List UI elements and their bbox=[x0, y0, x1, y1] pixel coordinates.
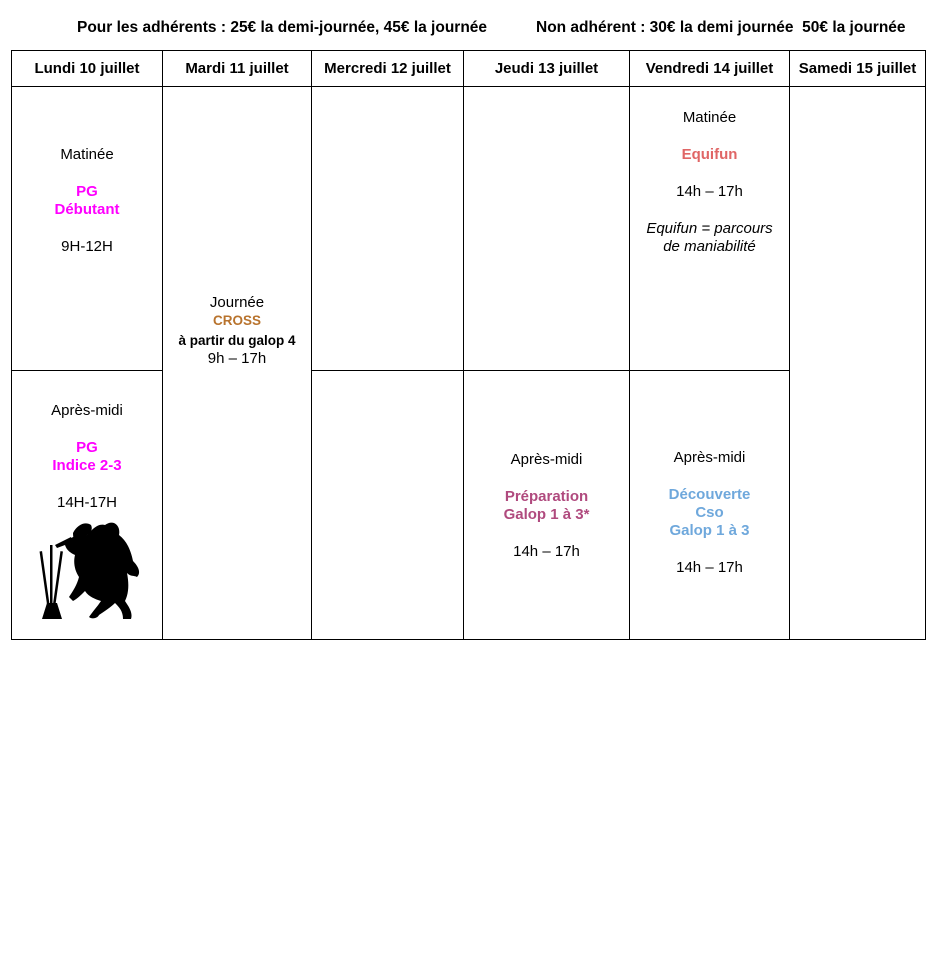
lundi-afternoon-cell bbox=[12, 402, 162, 512]
time-range: 9H-12H bbox=[61, 238, 113, 255]
pricing-line bbox=[0, 19, 947, 39]
header-mercredi: Mercredi 12 juillet bbox=[324, 59, 451, 77]
period-label: Matinée bbox=[60, 146, 114, 163]
lundi-morning-cell bbox=[12, 146, 162, 256]
note-line: de maniabilité bbox=[663, 238, 756, 255]
header-samedi: Samedi 15 juillet bbox=[798, 59, 917, 77]
activity-subname: Cso bbox=[695, 504, 724, 521]
mardi-day-cell bbox=[163, 294, 311, 368]
period-label: Après-midi bbox=[510, 451, 583, 468]
note-line: Equifun = parcours bbox=[646, 220, 773, 237]
period-label: Après-midi bbox=[673, 449, 746, 466]
jeudi-afternoon-cell bbox=[464, 451, 629, 561]
activity-name: PG bbox=[76, 439, 98, 456]
table-right-border bbox=[925, 50, 926, 640]
non-member-pricing: Non adhérent : 30€ la demi journée 50€ la journée bbox=[536, 19, 906, 36]
header-jeudi: Jeudi 13 juillet bbox=[494, 59, 599, 77]
activity-name: Equifun bbox=[681, 146, 738, 163]
schedule-table bbox=[11, 50, 926, 640]
time-range: 9h – 17h bbox=[207, 350, 267, 367]
header-mardi: Mardi 11 juillet bbox=[185, 59, 289, 77]
table-left-border bbox=[11, 50, 12, 640]
time-range: 14h – 17h bbox=[676, 559, 743, 576]
lundi-divider bbox=[11, 370, 162, 371]
activity-level: Galop 1 à 3* bbox=[503, 506, 590, 523]
midday-divider bbox=[311, 370, 789, 371]
activity-level: Indice 2-3 bbox=[52, 457, 122, 474]
period-label: Matinée bbox=[682, 109, 737, 126]
col-divider bbox=[311, 50, 312, 640]
vendredi-morning-cell bbox=[630, 109, 789, 256]
activity-name: CROSS bbox=[212, 313, 261, 328]
col-divider bbox=[789, 50, 790, 640]
activity-level: Débutant bbox=[54, 201, 120, 218]
time-range: 14h – 17h bbox=[676, 183, 743, 200]
horse-polo-silhouette-icon bbox=[35, 515, 145, 621]
member-pricing: Pour les adhérents : 25€ la demi-journée, 45€ la journée bbox=[77, 19, 488, 36]
header-lundi: Lundi 10 juillet bbox=[34, 59, 140, 77]
header-vendredi: Vendredi 14 juillet bbox=[645, 59, 774, 77]
period-label: Après-midi bbox=[51, 402, 123, 419]
time-range: 14h – 17h bbox=[513, 543, 580, 560]
vendredi-afternoon-cell bbox=[630, 449, 789, 577]
period-label: Journée bbox=[209, 294, 265, 311]
time-range: 14H-17H bbox=[56, 494, 118, 511]
activity-name: PG bbox=[76, 183, 98, 200]
activity-name: Découverte bbox=[668, 486, 751, 503]
activity-level: Galop 1 à 3 bbox=[669, 522, 750, 539]
activity-name: Préparation bbox=[504, 488, 589, 505]
requirement-text: à partir du galop 4 bbox=[178, 333, 296, 348]
